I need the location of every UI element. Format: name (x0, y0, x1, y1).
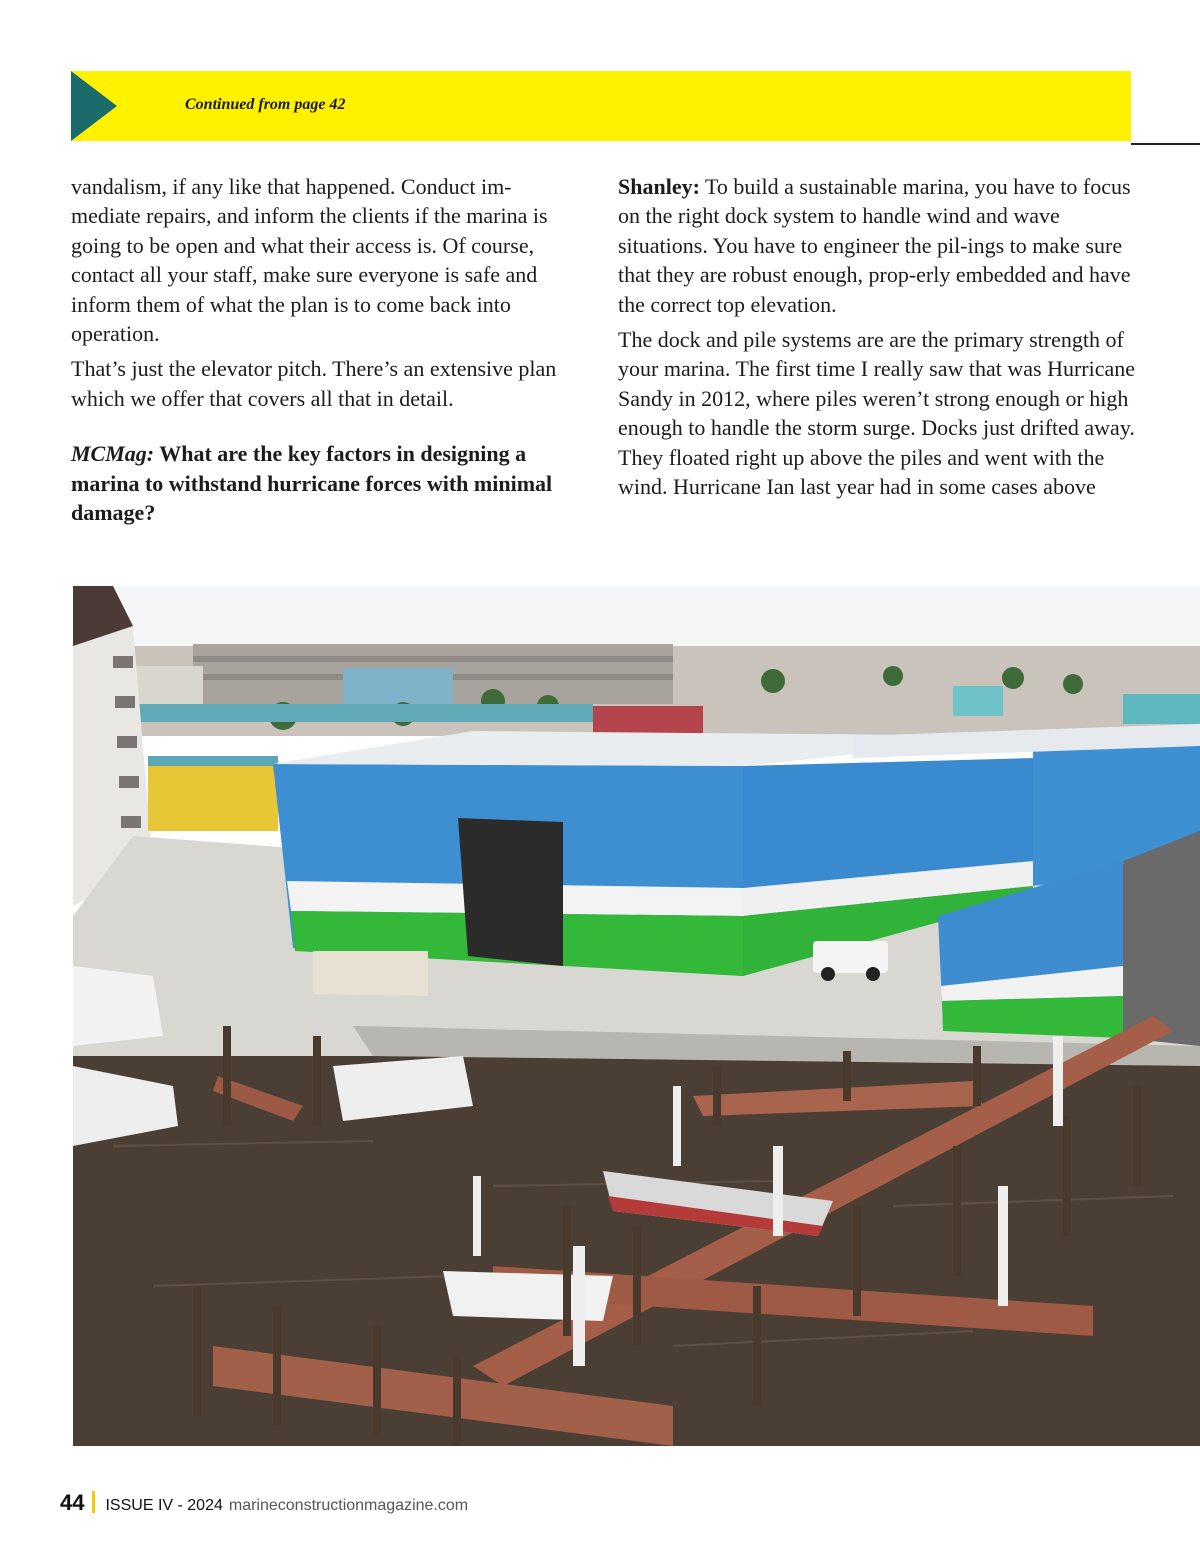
question-lead: MCMag: (71, 441, 155, 467)
page-number: 44 (60, 1490, 85, 1515)
page-footer (60, 1490, 468, 1520)
marina-illustration (73, 586, 1200, 1446)
answer-text: To build a sustainable marina, you have to focus on the right dock system to handle wind and wave situations. You have to engineer the pil-ings to make sure that they are robust enough, prop-erly embedded and have the correct top elevation. (618, 174, 1131, 317)
marina-photo (73, 586, 1200, 1446)
website-link[interactable]: marineconstructionmagazine.com (228, 1497, 469, 1514)
question-text: What are the key factors in designing a marina to withstand hurricane forces with minimal damage? (71, 441, 553, 526)
teal-arrow-icon (71, 71, 117, 141)
banner-rule (1131, 143, 1200, 145)
left-paragraph-2: That’s just the elevator pitch. There’s an extensive plan which we offer that covers all that in detail. (71, 356, 557, 411)
interview-question (71, 439, 581, 527)
right-column (618, 172, 1138, 507)
issue-label: ISSUE IV - 2024 (105, 1497, 223, 1514)
answer-paragraph-1 (618, 172, 1138, 319)
left-column (71, 172, 581, 533)
footer-separator (92, 1491, 95, 1513)
continued-from-text: Continued from page 42 (185, 96, 346, 113)
left-paragraph-1: vandalism, if any like that happened. Conduct im-mediate repairs, and inform the clients if the marina is going to be open and what their access is. Of course, contact all your staff, make sure everyone is safe and inform them of what the plan is to come back into operation. (71, 174, 548, 347)
answer-lead: Shanley: (618, 174, 700, 199)
answer-paragraph-2: The dock and pile systems are are the primary strength of your marina. The first time I really saw that was Hurricane Sandy in 2012, where piles weren’t strong enough or high enough to handle the storm surge. Docks just drifted away. They floated right up above the piles and went with the wind. Hurricane Ian last year had in some cases above (618, 327, 1136, 500)
